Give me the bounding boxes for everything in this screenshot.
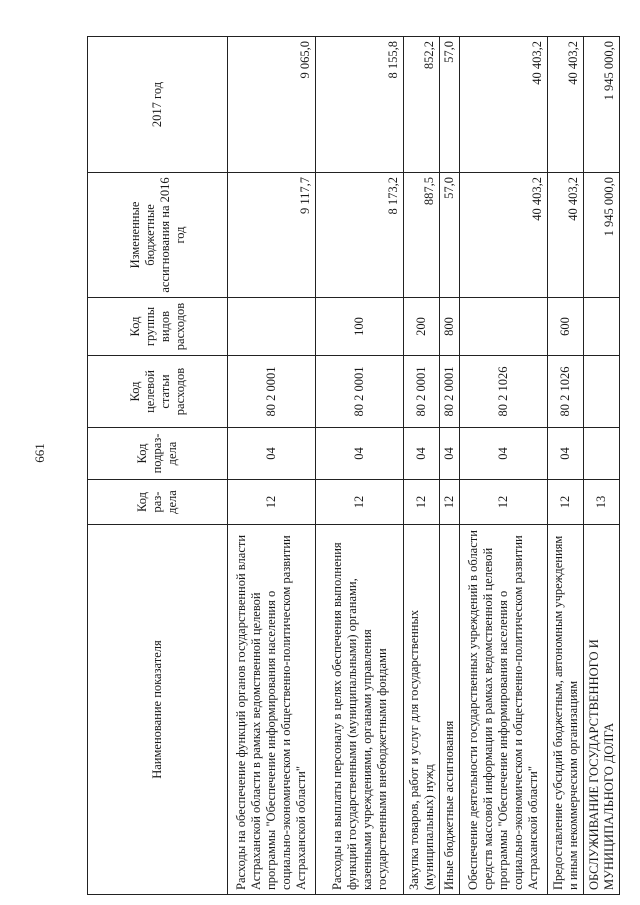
row-target: 80 2 0001 <box>228 356 316 428</box>
header-section: Код раз-дела <box>88 480 228 525</box>
row-group: 200 <box>404 298 440 356</box>
row-2017: 9 065,0 <box>228 37 316 173</box>
row-changed: 887,5 <box>404 173 440 298</box>
row-group <box>584 298 620 356</box>
row-section: 12 <box>228 480 316 525</box>
table-row <box>548 37 584 895</box>
header-name: Наименование показателя <box>88 525 228 895</box>
rotated-table-container <box>87 37 616 895</box>
table-row <box>584 37 620 895</box>
row-target: 80 2 0001 <box>440 356 460 428</box>
table-header-row <box>88 37 228 895</box>
row-section: 12 <box>404 480 440 525</box>
row-target: 80 2 0001 <box>404 356 440 428</box>
header-subsection: Код подраз-дела <box>88 428 228 480</box>
row-name: Расходы на обеспечение функций органов государственной власти Астраханской области в рамках ведомственной целевой программы "Обеспечение информирования населения о социально-экономическом и общественно-политическом развитии Астраханской области" <box>228 525 316 895</box>
table-row <box>228 37 316 895</box>
row-subsection: 04 <box>316 428 404 480</box>
table-row <box>460 37 548 895</box>
row-target: 80 2 0001 <box>316 356 404 428</box>
row-group <box>460 298 548 356</box>
header-target: Код целевой статьи расходов <box>88 356 228 428</box>
row-changed: 1 945 000,0 <box>584 173 620 298</box>
row-section: 12 <box>460 480 548 525</box>
row-changed: 57,0 <box>440 173 460 298</box>
row-2017: 1 945 000,0 <box>584 37 620 173</box>
row-subsection: 04 <box>404 428 440 480</box>
header-2017: 2017 год <box>88 37 228 173</box>
row-name: Закупка товаров, работ и услуг для государственных (муниципальных) нужд <box>404 525 440 895</box>
row-section: 12 <box>440 480 460 525</box>
table-wrapper <box>87 37 640 890</box>
page-number: 661 <box>31 443 47 463</box>
row-group: 100 <box>316 298 404 356</box>
row-2017: 852,2 <box>404 37 440 173</box>
header-changed: Измененные бюджетные ассигнования на 2016 год <box>88 173 228 298</box>
row-subsection: 04 <box>548 428 584 480</box>
row-group <box>228 298 316 356</box>
row-group: 800 <box>440 298 460 356</box>
row-target <box>584 356 620 428</box>
row-name: Расходы на выплаты персоналу в целях обеспечения выполнения функций государственными (муниципальными) органами, казенными учреждениями, органами управления государственными внебюджетными фондами <box>316 525 404 895</box>
row-name: Обеспечение деятельности государственных учреждений в области средств массовой информации в рамках ведомственной целевой программы "Обеспечение информирования населения о социально-экономическом и общественно-политическом развитии Астраханской области" <box>460 525 548 895</box>
row-section: 12 <box>316 480 404 525</box>
row-changed: 8 173,2 <box>316 173 404 298</box>
row-changed: 40 403,2 <box>460 173 548 298</box>
row-2017: 8 155,8 <box>316 37 404 173</box>
table-row <box>404 37 440 895</box>
budget-table <box>87 36 620 895</box>
header-group: Код группы видов расходов <box>88 298 228 356</box>
row-subsection <box>584 428 620 480</box>
row-subsection: 04 <box>460 428 548 480</box>
row-section: 12 <box>548 480 584 525</box>
row-target: 80 2 1026 <box>548 356 584 428</box>
row-subsection: 04 <box>228 428 316 480</box>
row-2017: 40 403,2 <box>548 37 584 173</box>
row-2017: 40 403,2 <box>460 37 548 173</box>
row-changed: 9 117,7 <box>228 173 316 298</box>
row-changed: 40 403,2 <box>548 173 584 298</box>
table-row <box>440 37 460 895</box>
table-row <box>316 37 404 895</box>
row-name: Предоставление субсидий бюджетным, автономным учреждениям и иным некоммерческим организациям <box>548 525 584 895</box>
row-subsection: 04 <box>440 428 460 480</box>
row-name: Иные бюджетные ассигнования <box>440 525 460 895</box>
row-group: 600 <box>548 298 584 356</box>
row-2017: 57,0 <box>440 37 460 173</box>
row-name: ОБСЛУЖИВАНИЕ ГОСУДАРСТВЕННОГО И МУНИЦИПАЛЬНОГО ДОЛГА <box>584 525 620 895</box>
row-section: 13 <box>584 480 620 525</box>
row-target: 80 2 1026 <box>460 356 548 428</box>
